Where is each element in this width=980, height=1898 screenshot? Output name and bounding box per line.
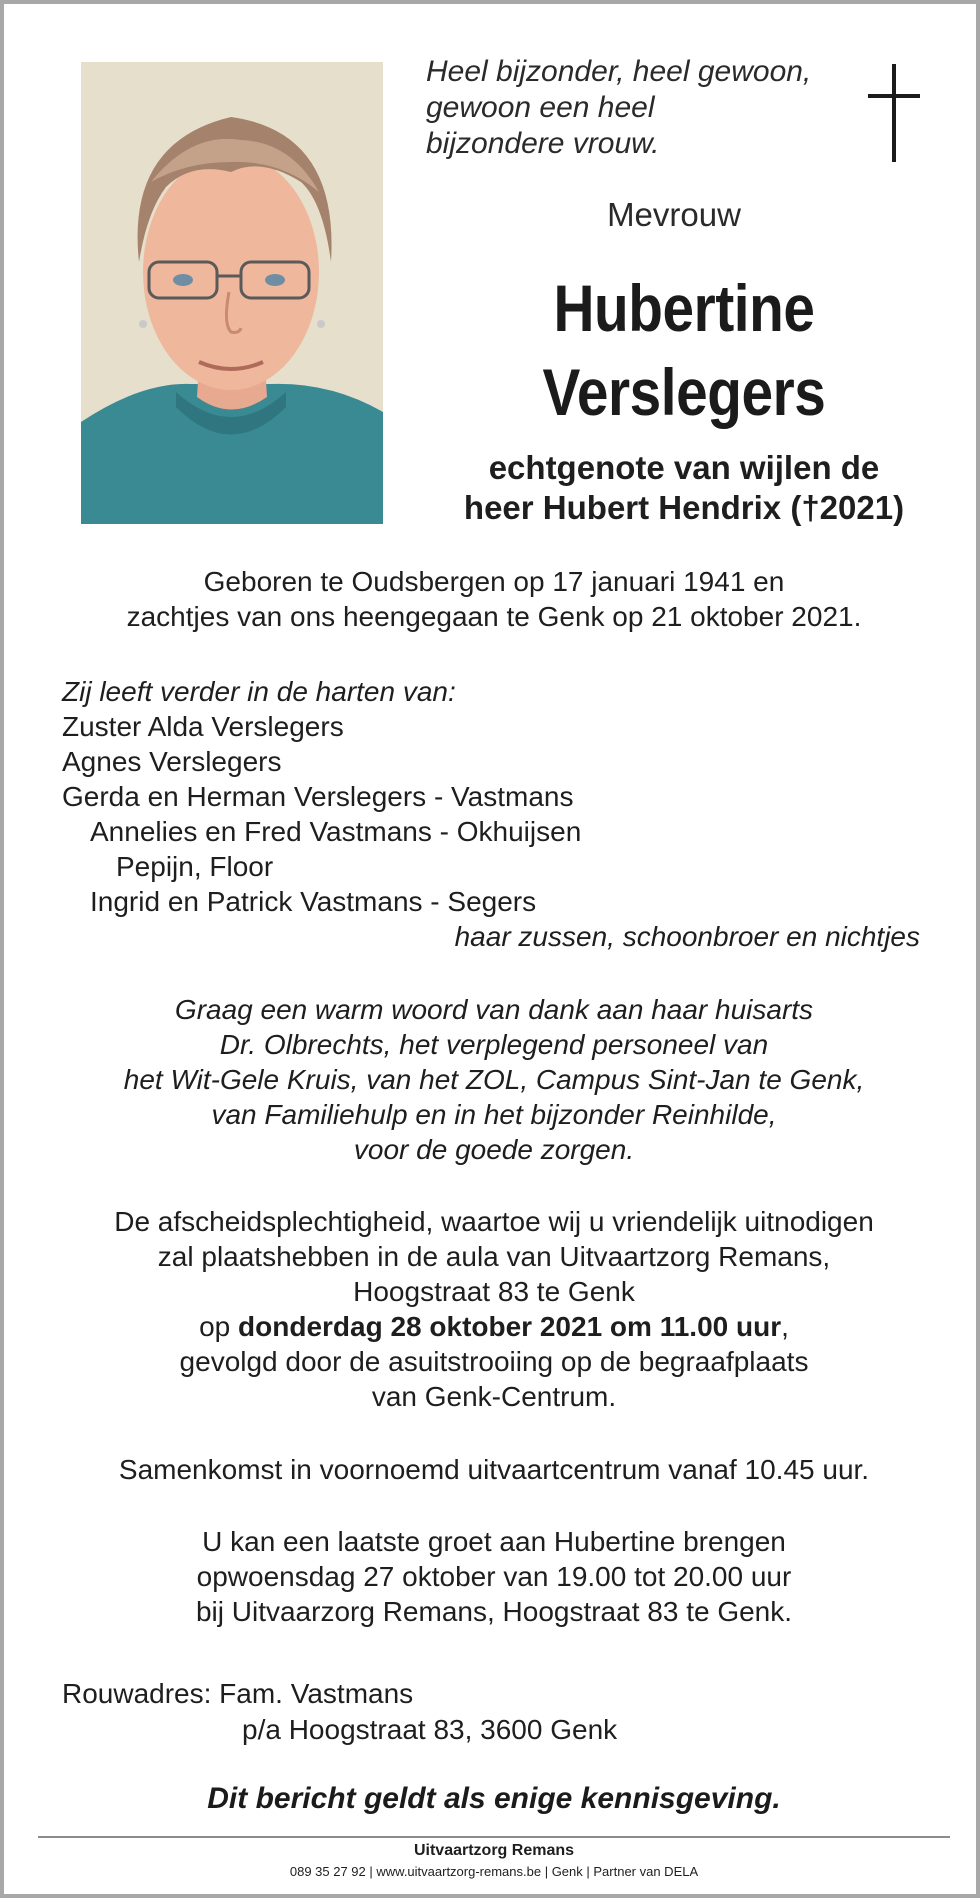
visit-line: opwoensdag 27 oktober van 19.00 tot 20.00 uur	[196, 1561, 792, 1592]
thanks-line: Graag een warm woord van dank aan haar huisarts	[174, 994, 814, 1025]
thanks-line: van Familiehulp en in het bijzonder Reinhilde,	[211, 1099, 777, 1130]
sole-notice: Dit bericht geldt als enige kennisgeving.	[207, 1782, 781, 1815]
visit-line: U kan een laatste groet aan Hubertine brengen	[202, 1526, 786, 1557]
last-name: Verslegers	[542, 355, 826, 429]
thanks-line: voor de goede zorgen.	[353, 1134, 635, 1165]
motto-verse	[426, 54, 846, 162]
ceremony-line: van Genk-Centrum.	[371, 1381, 617, 1412]
thanks-text	[44, 992, 944, 1167]
family-list	[62, 674, 942, 954]
ceremony-info	[44, 1204, 944, 1414]
birth-death-info	[44, 564, 944, 634]
ceremony-datetime	[44, 1309, 944, 1344]
family-member: Pepijn, Floor	[116, 851, 274, 882]
ceremony-line: Hoogstraat 83 te Genk	[353, 1276, 635, 1307]
title-prefix: Mevrouw	[607, 196, 741, 233]
family-intro: Zij leeft verder in de harten van:	[62, 676, 456, 707]
spouse-line: heer Hubert Hendrix (†2021)	[463, 489, 905, 526]
thanks-line: het Wit-Gele Kruis, van het ZOL, Campus Sint-Jan te Genk,	[123, 1064, 865, 1095]
gathering-info: Samenkomst in voornoemd uitvaartcentrum vanaf 10.45 uur.	[118, 1454, 870, 1485]
ceremony-prefix: op	[199, 1311, 239, 1342]
mourning-address-street: p/a Hoogstraat 83, 3600 Genk	[242, 1714, 618, 1745]
motto-line: gewoon een heel	[426, 91, 655, 124]
portrait-photo	[81, 62, 383, 524]
ceremony-line: gevolgd door de asuitstrooiing op de begraafplaats	[179, 1346, 809, 1377]
family-member: Ingrid en Patrick Vastmans - Segers	[90, 886, 537, 917]
funeral-home-name: Uitvaartzorg Remans	[413, 1842, 575, 1859]
motto-line: bijzondere vrouw.	[426, 127, 660, 160]
visit-info	[44, 1524, 944, 1629]
footer-divider	[38, 1836, 950, 1838]
thanks-line: Dr. Olbrechts, het verplegend personeel van	[219, 1029, 769, 1060]
first-name: Hubertine	[553, 271, 815, 345]
visit-line: bij Uitvaarzorg Remans, Hoogstraat 83 te Genk.	[195, 1596, 793, 1627]
family-member: Agnes Verslegers	[62, 746, 282, 777]
cross-icon	[864, 62, 924, 164]
spouse-line: echtgenote van wijlen de	[488, 449, 880, 486]
mourning-address-label: Rouwadres: Fam. Vastmans	[62, 1678, 414, 1709]
ceremony-line: zal plaatshebben in de aula van Uitvaartzorg Remans,	[157, 1241, 831, 1272]
family-member: Gerda en Herman Verslegers - Vastmans	[62, 781, 574, 812]
ceremony-date: donderdag 28 oktober 2021 om 11.00 uur	[238, 1311, 782, 1342]
family-member: Annelies en Fred Vastmans - Okhuijsen	[90, 816, 582, 847]
mourning-address	[62, 1676, 942, 1748]
ceremony-line: De afscheidsplechtigheid, waartoe wij u vriendelijk uitnodigen	[114, 1206, 874, 1237]
ceremony-suffix: ,	[781, 1311, 789, 1342]
spouse-info	[414, 448, 954, 528]
deceased-name	[460, 266, 907, 434]
birth-line: Geboren te Oudsbergen op 17 januari 1941 en	[203, 566, 785, 597]
family-member: Zuster Alda Verslegers	[62, 711, 344, 742]
funeral-home-contact: 089 35 27 92 | www.uitvaartzorg-remans.be | Genk | Partner van DELA	[289, 1864, 699, 1879]
family-signature: haar zussen, schoonbroer en nichtjes	[454, 921, 920, 952]
motto-line: Heel bijzonder, heel gewoon,	[426, 55, 812, 88]
death-line: zachtjes van ons heengegaan te Genk op 21 oktober 2021.	[126, 601, 862, 632]
